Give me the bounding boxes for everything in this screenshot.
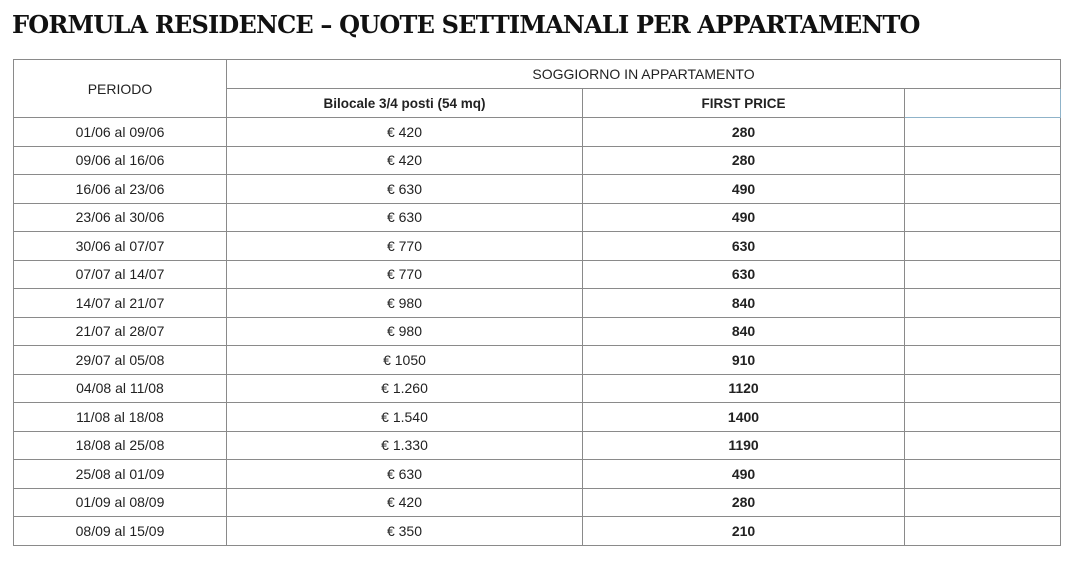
header-row-group — [14, 60, 1061, 89]
bilocale-price-cell: € 770 — [227, 232, 583, 261]
bilocale-price-cell: € 1.540 — [227, 403, 583, 432]
table-row — [14, 260, 1061, 289]
empty-cell — [905, 431, 1061, 460]
first-price-cell: 490 — [583, 203, 905, 232]
bilocale-price-cell: € 630 — [227, 203, 583, 232]
period-cell: 01/06 al 09/06 — [14, 118, 227, 147]
first-price-cell: 280 — [583, 488, 905, 517]
first-price-cell: 1400 — [583, 403, 905, 432]
page-title: FORMULA RESIDENCE – QUOTE SETTIMANALI PER APPARTAMENTO — [12, 10, 920, 39]
table-row — [14, 203, 1061, 232]
group-header-soggiorno: SOGGIORNO IN APPARTAMENTO — [227, 60, 1061, 89]
period-cell: 08/09 al 15/09 — [14, 517, 227, 546]
empty-cell — [905, 146, 1061, 175]
empty-cell — [905, 260, 1061, 289]
period-cell: 25/08 al 01/09 — [14, 460, 227, 489]
bilocale-price-cell: € 1050 — [227, 346, 583, 375]
table-row — [14, 460, 1061, 489]
table-row — [14, 403, 1061, 432]
table-row — [14, 517, 1061, 546]
first-price-cell: 840 — [583, 317, 905, 346]
empty-cell — [905, 203, 1061, 232]
period-cell: 23/06 al 30/06 — [14, 203, 227, 232]
period-cell: 09/06 al 16/06 — [14, 146, 227, 175]
period-cell: 29/07 al 05/08 — [14, 346, 227, 375]
bilocale-price-cell: € 770 — [227, 260, 583, 289]
column-header-periodo: PERIODO — [14, 60, 227, 118]
first-price-cell: 630 — [583, 260, 905, 289]
table-row — [14, 232, 1061, 261]
first-price-cell: 280 — [583, 146, 905, 175]
period-cell: 11/08 al 18/08 — [14, 403, 227, 432]
empty-cell — [905, 232, 1061, 261]
column-header-first-price: FIRST PRICE — [583, 89, 905, 118]
table-row — [14, 118, 1061, 147]
first-price-cell: 630 — [583, 232, 905, 261]
empty-cell — [905, 517, 1061, 546]
table-row — [14, 146, 1061, 175]
bilocale-price-cell: € 980 — [227, 289, 583, 318]
first-price-cell: 280 — [583, 118, 905, 147]
bilocale-price-cell: € 630 — [227, 460, 583, 489]
first-price-cell: 210 — [583, 517, 905, 546]
bilocale-price-cell: € 980 — [227, 317, 583, 346]
table-row — [14, 346, 1061, 375]
period-cell: 07/07 al 14/07 — [14, 260, 227, 289]
bilocale-price-cell: € 630 — [227, 175, 583, 204]
bilocale-price-cell: € 420 — [227, 488, 583, 517]
period-cell: 21/07 al 28/07 — [14, 317, 227, 346]
empty-cell — [905, 403, 1061, 432]
period-cell: 01/09 al 08/09 — [14, 488, 227, 517]
empty-cell — [905, 175, 1061, 204]
first-price-cell: 490 — [583, 175, 905, 204]
table-row — [14, 431, 1061, 460]
empty-cell — [905, 317, 1061, 346]
bilocale-price-cell: € 420 — [227, 118, 583, 147]
empty-cell — [905, 374, 1061, 403]
empty-cell — [905, 460, 1061, 489]
bilocale-price-cell: € 1.330 — [227, 431, 583, 460]
period-cell: 30/06 al 07/07 — [14, 232, 227, 261]
table-row — [14, 289, 1061, 318]
bilocale-price-cell: € 1.260 — [227, 374, 583, 403]
table-header — [14, 60, 1061, 118]
first-price-cell: 910 — [583, 346, 905, 375]
empty-cell — [905, 346, 1061, 375]
column-header-bilocale: Bilocale 3/4 posti (54 mq) — [227, 89, 583, 118]
period-cell: 14/07 al 21/07 — [14, 289, 227, 318]
first-price-cell: 1190 — [583, 431, 905, 460]
column-header-empty — [905, 89, 1061, 118]
first-price-cell: 1120 — [583, 374, 905, 403]
bilocale-price-cell: € 420 — [227, 146, 583, 175]
table-row — [14, 488, 1061, 517]
period-cell: 16/06 al 23/06 — [14, 175, 227, 204]
period-cell: 04/08 al 11/08 — [14, 374, 227, 403]
table-body — [14, 118, 1061, 546]
empty-cell — [905, 118, 1061, 147]
period-cell: 18/08 al 25/08 — [14, 431, 227, 460]
first-price-cell: 490 — [583, 460, 905, 489]
bilocale-price-cell: € 350 — [227, 517, 583, 546]
empty-cell — [905, 488, 1061, 517]
rates-table — [13, 59, 1061, 546]
first-price-cell: 840 — [583, 289, 905, 318]
empty-cell — [905, 289, 1061, 318]
table-row — [14, 175, 1061, 204]
table-row — [14, 317, 1061, 346]
table-row — [14, 374, 1061, 403]
